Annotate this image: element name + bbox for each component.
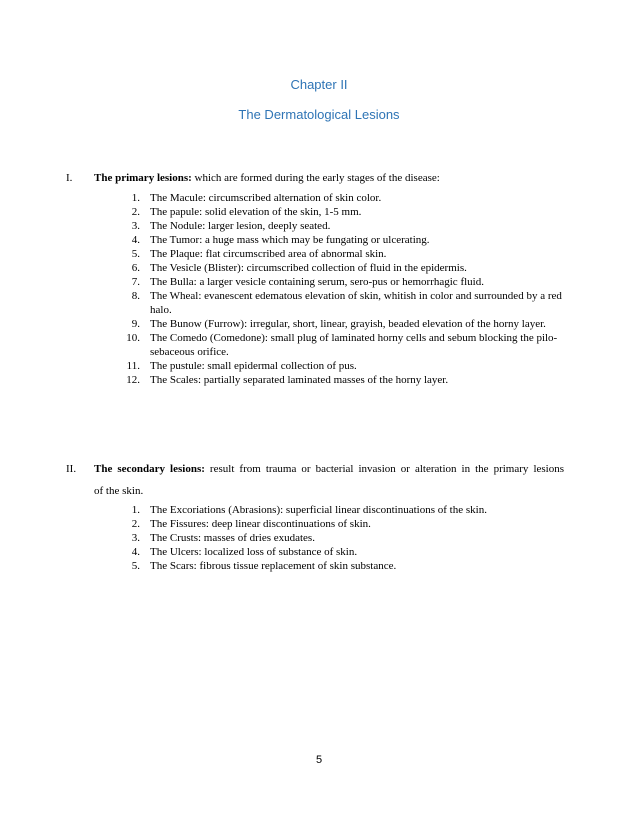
- chapter-subtitle: The Dermatological Lesions: [238, 107, 400, 122]
- list-item-text: The Ulcers: localized loss of substance of skin.: [150, 546, 358, 558]
- list-item-number: 12.: [126, 374, 140, 386]
- section-heading: The primary lesions:: [94, 172, 192, 184]
- list-item-text: The Tumor: a huge mass which may be fungating or ulcerating.: [150, 234, 430, 246]
- section-heading: The secondary lesions:: [94, 463, 205, 475]
- list-item: [0, 233, 565, 247]
- list-item-number: 5.: [131, 560, 140, 572]
- list-item-text: The pustule: small epidermal collection of pus.: [150, 360, 357, 372]
- list-item: [0, 503, 565, 517]
- list-item: [0, 559, 565, 573]
- list-item: [0, 373, 565, 387]
- secondary-lesions-list: [0, 503, 638, 573]
- list-item: [0, 531, 565, 545]
- list-item-number: 6.: [131, 262, 140, 274]
- list-item-text: The Bunow (Furrow): irregular, short, linear, grayish, beaded elevation of the horny layer.: [150, 318, 546, 330]
- section-intro: which are formed during the early stages of the disease:: [191, 172, 440, 184]
- list-item: [0, 275, 565, 289]
- list-item-number: 4.: [131, 546, 140, 558]
- list-item: [0, 331, 565, 359]
- list-item-text: The Fissures: deep linear discontinuations of skin.: [150, 518, 371, 530]
- list-item: [0, 359, 565, 373]
- list-item-text: The Scars: fibrous tissue replacement of skin substance.: [150, 560, 397, 572]
- chapter-title: Chapter II: [290, 77, 348, 92]
- list-item: [0, 317, 565, 331]
- list-item-text: The Comedo (Comedone): small plug of laminated horny cells and sebum blocking the pilo-sebaceous orifice.: [150, 332, 558, 358]
- list-item: [0, 261, 565, 275]
- list-item-text: The Nodule: larger lesion, deeply seated.: [150, 220, 331, 232]
- section-primary-lesions: [0, 171, 638, 386]
- list-item-number: 11.: [126, 360, 140, 372]
- list-item-number: 10.: [126, 332, 140, 344]
- list-item-number: 2.: [131, 206, 140, 218]
- list-item-number: 1.: [131, 504, 140, 516]
- list-item-number: 9.: [131, 318, 140, 330]
- list-item-text: The Bulla: a larger vesicle containing serum, sero-pus or hemorrhagic fluid.: [150, 276, 484, 288]
- list-item-text: The Wheal: evanescent edematous elevation of skin, whitish in color and surrounded by a red halo.: [150, 290, 562, 316]
- page-number: 5: [315, 754, 323, 766]
- list-item: [0, 517, 565, 531]
- section-lead: [94, 171, 564, 185]
- section-heading-row: [0, 462, 638, 476]
- section-intro-continued: of the skin.: [94, 485, 144, 497]
- list-item: [0, 205, 565, 219]
- list-item-number: 3.: [131, 220, 140, 232]
- list-item-number: 1.: [131, 192, 140, 204]
- list-item-text: The Crusts: masses of dries exudates.: [150, 532, 315, 544]
- section-lead: [94, 462, 564, 476]
- list-item-number: 4.: [131, 234, 140, 246]
- list-item: [0, 219, 565, 233]
- list-item-text: The Excoriations (Abrasions): superficial linear discontinuations of the skin.: [150, 504, 487, 516]
- list-item: [0, 545, 565, 559]
- list-item-text: The Vesicle (Blister): circumscribed collection of fluid in the epidermis.: [150, 262, 467, 274]
- list-item-number: 7.: [131, 276, 140, 288]
- list-item: [0, 191, 565, 205]
- list-item-number: 5.: [131, 248, 140, 260]
- section-numeral: II.: [66, 463, 77, 475]
- list-item-text: The Plaque: flat circumscribed area of abnormal skin.: [150, 248, 387, 260]
- section-numeral: I.: [66, 172, 73, 184]
- list-item-text: The Scales: partially separated laminated masses of the horny layer.: [150, 374, 449, 386]
- list-item-text: The Macule: circumscribed alternation of skin color.: [150, 192, 382, 204]
- section-heading-row: [0, 171, 638, 185]
- primary-lesions-list: [0, 191, 638, 387]
- list-item-number: 3.: [131, 532, 140, 544]
- section-secondary-lesions: [0, 462, 638, 572]
- list-item-number: 2.: [131, 518, 140, 530]
- section-intro: result from trauma or bacterial invasion or alteration in the primary lesions: [204, 463, 564, 475]
- list-item-number: 8.: [131, 290, 140, 302]
- list-item: [0, 247, 565, 261]
- list-item-text: The papule: solid elevation of the skin, 1-5 mm.: [150, 206, 362, 218]
- list-item: [0, 289, 565, 317]
